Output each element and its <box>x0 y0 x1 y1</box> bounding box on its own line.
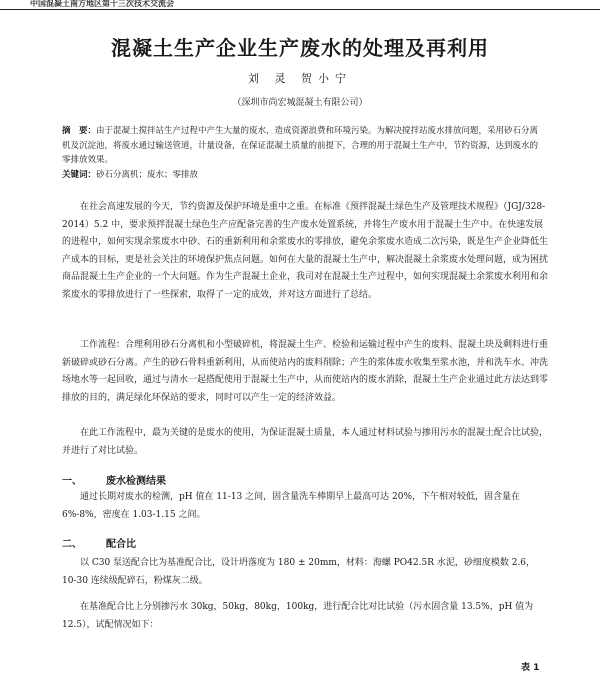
workflow-paragraph: 工作流程：合理利用砂石分离机和小型破碎机，将混凝土生产、检验和运输过程中产生的废料、混凝土块及剩料进行重新破碎或砂石分离。产生的砂石骨料重新利用，从而使站内的废料削除；产生的浆体废水收集至浆水池，并和洗车水、冲洗场地水等一起回收，通过与清水一起搭配使用于混凝土生产中，从而使站内的废水消除，混凝土生产企业通过此方法达到零排放的目的，满足绿化环保站的要求，同时可以产生一定的经济效益。 <box>62 340 549 403</box>
abstract-label: 摘 要： <box>62 126 97 136</box>
mix-base-paragraph: 以 C30 泵送配合比为基准配合比，设计坍落度为 180 ± 20mm，材料：海螺 PO42.5R 水泥，砂细度模数 2.6，10-30 连续级配碎石，粉煤灰二级。 <box>62 558 536 586</box>
table-label: 表 1 <box>521 663 540 673</box>
test-result-paragraph: 通过长期对废水的检测，pH 值在 11-13 之间，固含量洗车棒期早上最高可达 20%，下午相对较低，固含量在 6%-8%，密度在 1.03-1.15 之间。 <box>62 492 521 520</box>
abstract-text: 由于混凝土搅拌站生产过程中产生大量的废水，造成资源浪费和环境污染。为解决搅拌站废水排放问题，采用砂石分离机及沉淀池，将废水通过输送管道，计量设备，在保证混凝土质量的前提下，合理的用于混凝土生产中，节约资源，达到废水的零排放效果。 <box>62 126 539 165</box>
running-header <box>0 0 600 10</box>
section-heading-2 <box>62 535 136 550</box>
section-title: 废水检测结果 <box>106 476 166 487</box>
section-title: 配合比 <box>106 539 136 550</box>
journal-name: 中国混凝土南方地区第十三次技术交流会 <box>30 0 174 8</box>
section-heading-1 <box>62 472 166 487</box>
key-point-paragraph: 在此工作流程中，最为关键的是废水的使用，为保证混凝土质量，本人通过材料试验与掺用污水的混凝土配合比试验，并进行了对比试验。 <box>62 428 549 456</box>
paper-title: 混凝土生产企业生产废水的处理及再利用 <box>111 36 489 60</box>
section-number: 一、 <box>62 476 82 487</box>
keywords-label: 关键词： <box>62 170 97 180</box>
keywords-text: 砂石分离机；废水；零排放 <box>96 170 199 180</box>
authors: 刘 灵 贺小宁 <box>248 72 352 85</box>
affiliation: （深圳市尚宏城混凝土有限公司） <box>232 98 368 108</box>
intro-paragraph: 在社会高速发展的今天，节约资源及保护环境是重中之重。在标准《预拌混凝土绿色生产及管理技术规程》（JGJ/328-2014）5.2 中，要求预拌混凝土绿色生产应配备完善的生产废水处置系统，并将生产废水用于混凝土生产中。在快速发展的进程中，如何实现余浆废水中砂、石的重新利用和余浆废水的零排放，避免余浆废水造成二次污染，既是生产企业降低生产成本的目标，更是社会关注的环境保护焦点问题。如何在大量的混凝土生产中，解决混凝土余浆废水处理问题，成为困扰商品混凝土生产企业的一个大问题。作为生产混凝土企业，我司对在混凝土生产过程中，如何实现混凝土余浆废水利用和余浆废水的零排放进行了一些探索，取得了一定的成效，并对这方面进行了总结。 <box>62 202 549 300</box>
section-number: 二、 <box>62 539 82 550</box>
mix-trial-paragraph: 在基准配合比上分别掺污水 30kg，50kg，80kg，100kg，进行配合比对比试验（污水固含量 13.5%，pH 值为 12.5），试配情况如下： <box>62 602 534 630</box>
keywords <box>62 168 542 182</box>
abstract <box>62 124 542 168</box>
